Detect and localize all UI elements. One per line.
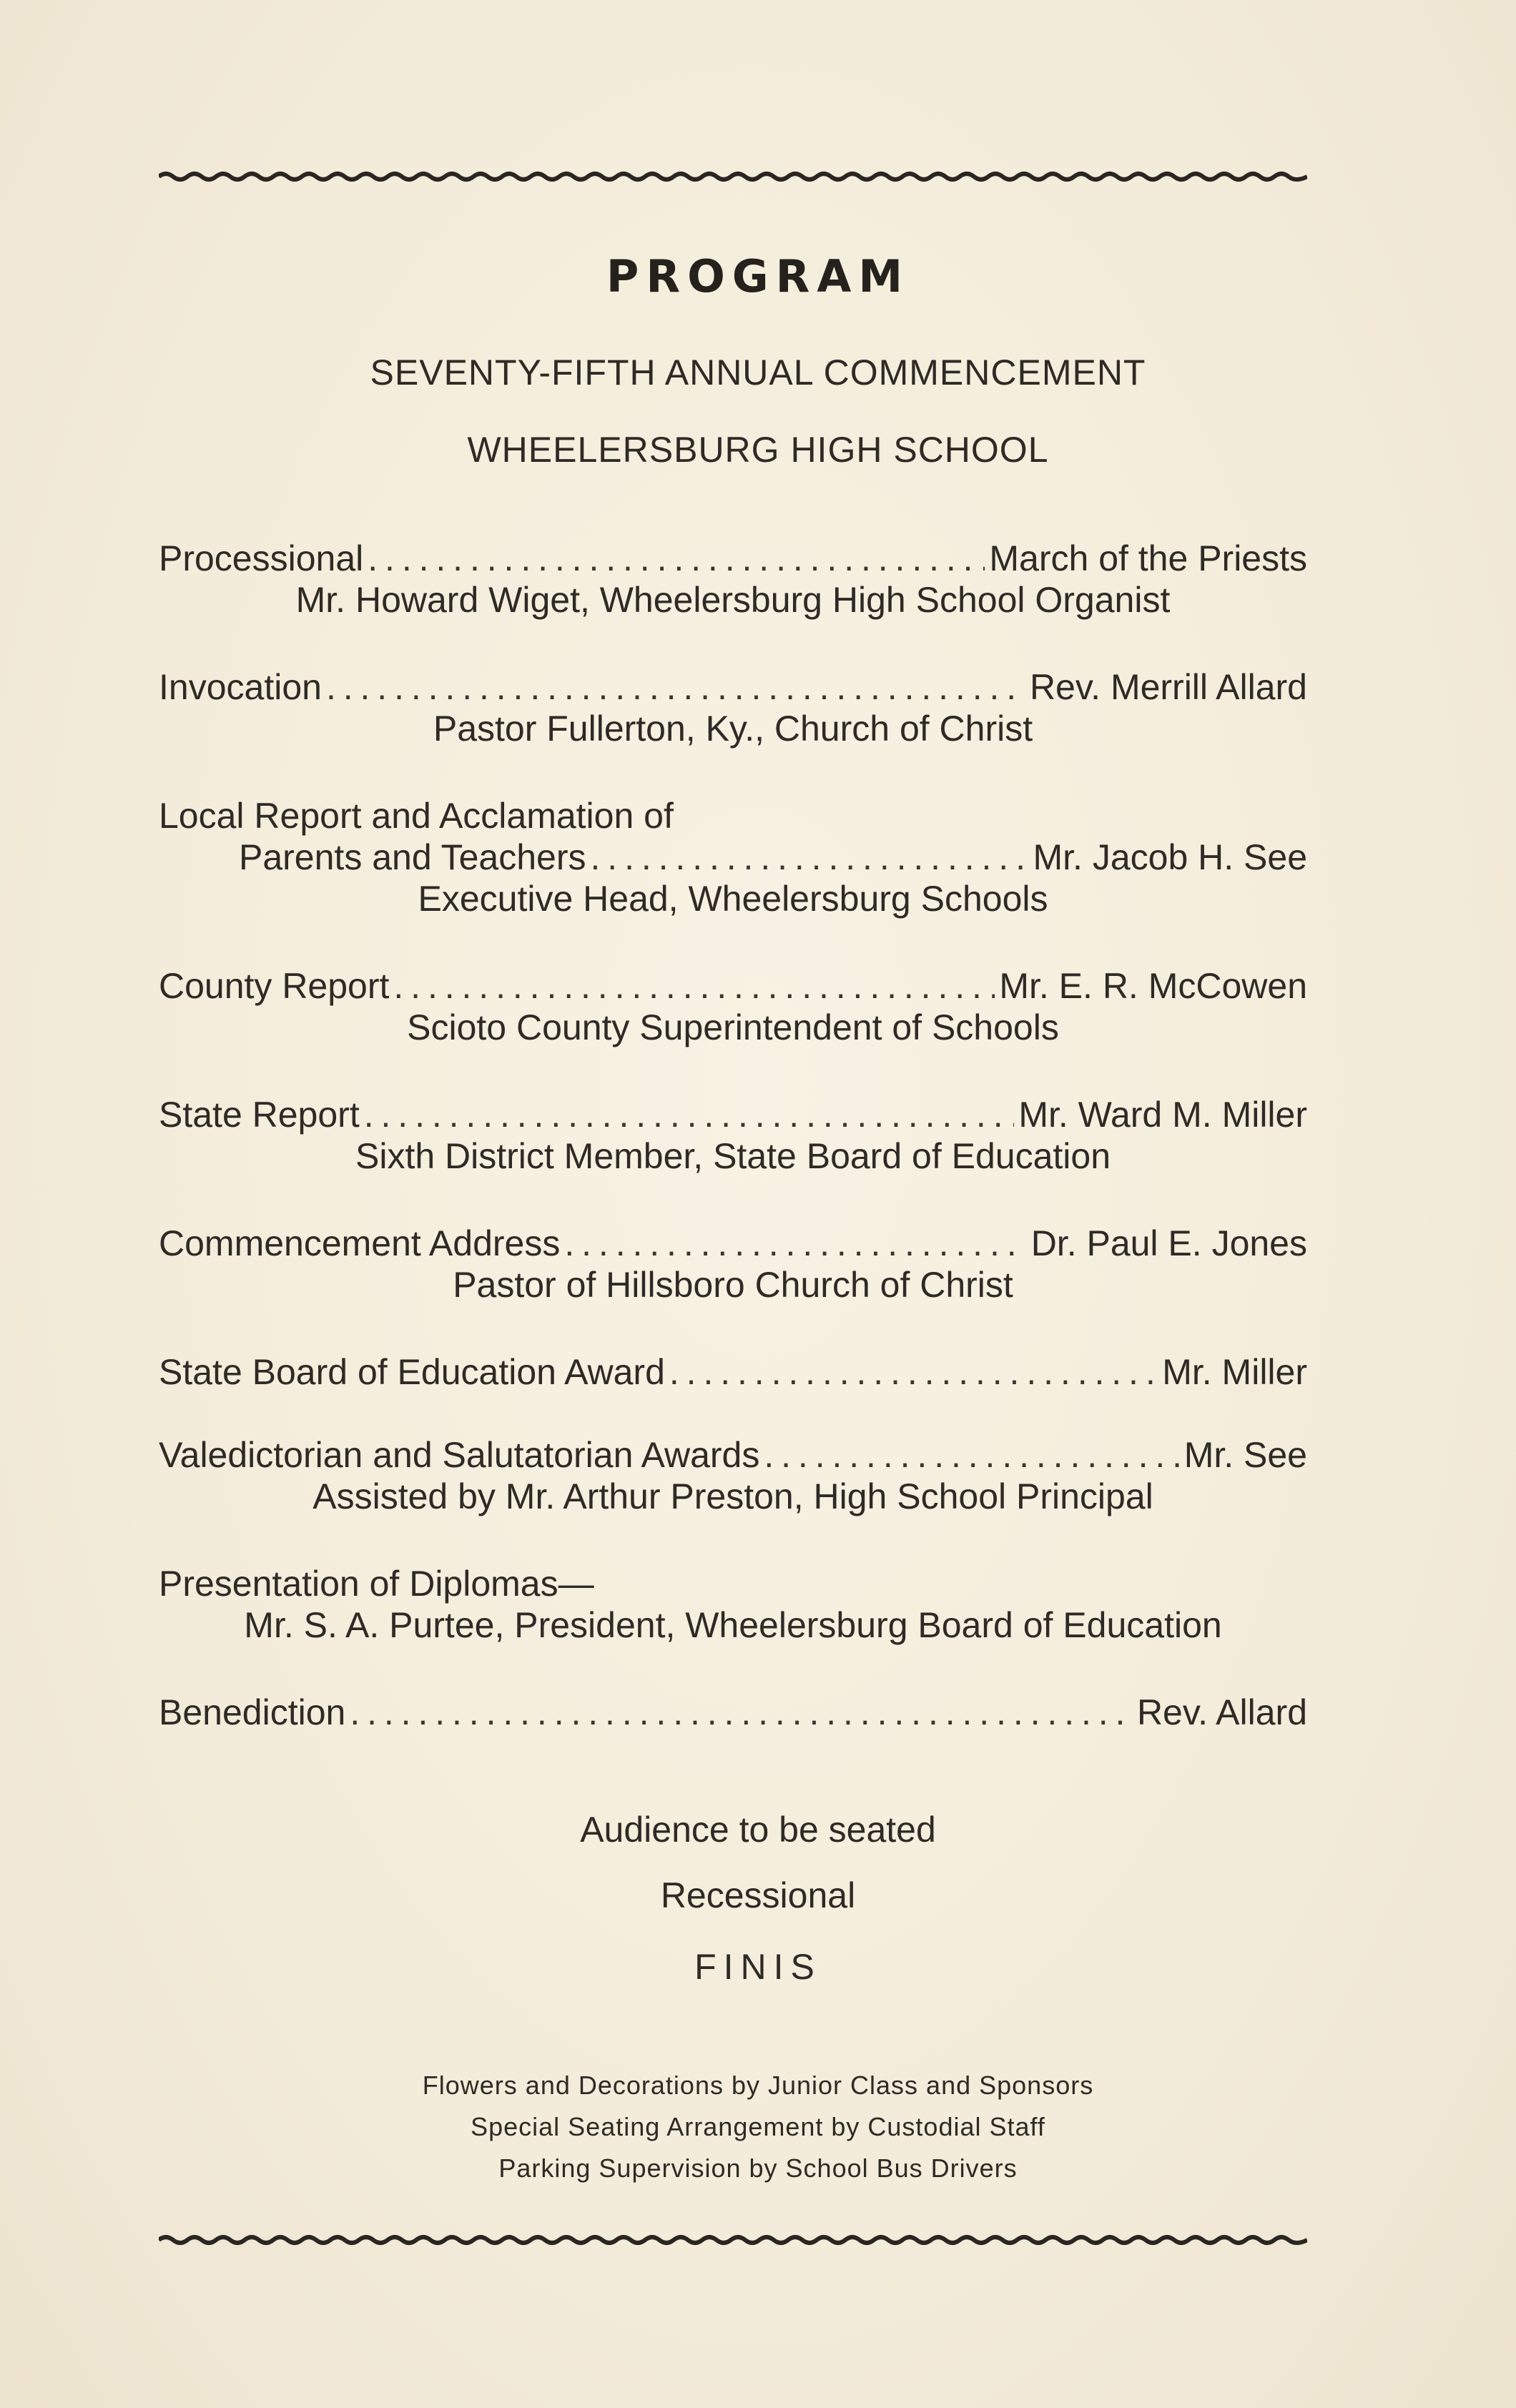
dot-leader <box>764 1434 1179 1476</box>
credit-line: Flowers and Decorations by Junior Class and Sponsors <box>422 2071 1094 2100</box>
dot-leader <box>591 837 1029 878</box>
recessional-text: Recessional <box>660 1875 856 1915</box>
program-item-state-board-award <box>159 1351 1307 1393</box>
item-label: Presentation of Diplomas— <box>159 1564 594 1604</box>
program-list <box>159 538 1307 1779</box>
item-detail: Executive Head, Wheelersburg Schools <box>418 879 1048 919</box>
item-label: State Board of Education Award <box>159 1352 665 1392</box>
credit-line: Parking Supervision by School Bus Drivers <box>498 2153 1018 2183</box>
item-label: Benediction <box>159 1692 346 1732</box>
item-value: Dr. Paul E. Jones <box>1030 1223 1307 1263</box>
dot-leader <box>393 965 995 1007</box>
program-item-valedictorian-awards <box>159 1434 1307 1517</box>
item-label: State Report <box>159 1095 360 1135</box>
page-title: PROGRAM <box>606 250 910 302</box>
item-label: Commencement Address <box>159 1223 561 1263</box>
commencement-heading: SEVENTY-FIFTH ANNUAL COMMENCEMENT <box>370 352 1146 393</box>
dot-leader <box>326 666 1025 708</box>
school-heading: WHEELERSBURG HIGH SCHOOL <box>467 430 1049 470</box>
audience-seated-text: Audience to be seated <box>580 1810 936 1850</box>
dot-leader <box>364 1094 1015 1135</box>
item-label: County Report <box>159 966 390 1006</box>
program-item-county-report <box>159 965 1307 1048</box>
program-item-local-report <box>159 795 1307 919</box>
program-item-commencement-address <box>159 1223 1307 1306</box>
dot-leader <box>564 1223 1026 1264</box>
program-item-benediction <box>159 1692 1307 1733</box>
credits-block <box>0 2065 1516 2189</box>
finis-text: FINIS <box>694 1947 822 1987</box>
program-item-state-report <box>159 1094 1307 1177</box>
item-value: Mr. E. R. McCowen <box>999 966 1307 1006</box>
item-detail: Scioto County Superintendent of Schools <box>407 1007 1059 1047</box>
top-ornamental-rule <box>159 169 1307 184</box>
item-value: Rev. Merrill Allard <box>1029 667 1307 707</box>
item-label: Local Report and Acclamation of <box>159 796 674 836</box>
dot-leader <box>368 538 985 579</box>
item-detail: Mr. Howard Wiget, Wheelersburg High School Organist <box>295 580 1171 620</box>
item-detail: Sixth District Member, State Board of Education <box>355 1136 1111 1176</box>
item-value: March of the Priests <box>989 538 1307 578</box>
item-detail: Pastor of Hillsboro Church of Christ <box>453 1265 1013 1305</box>
item-value: Mr. Miller <box>1162 1352 1307 1392</box>
item-detail: Assisted by Mr. Arthur Preston, High School Principal <box>312 1476 1153 1516</box>
item-label: Processional <box>159 538 364 578</box>
dot-leader <box>350 1692 1133 1733</box>
item-value: Mr. Jacob H. See <box>1033 837 1307 877</box>
item-label-continued: Parents and Teachers <box>239 837 586 877</box>
program-item-invocation <box>159 666 1307 749</box>
item-detail: Pastor Fullerton, Ky., Church of Christ <box>433 709 1033 749</box>
item-detail: Mr. S. A. Purtee, President, Wheelersburg Board of Education <box>244 1605 1222 1645</box>
dot-leader <box>669 1351 1158 1393</box>
item-label: Valedictorian and Salutatorian Awards <box>159 1435 760 1475</box>
item-value: Rev. Allard <box>1136 1692 1307 1732</box>
item-value: Mr. Ward M. Miller <box>1018 1095 1307 1135</box>
item-label: Invocation <box>159 667 322 707</box>
bottom-ornamental-rule <box>159 2232 1307 2248</box>
program-item-diplomas <box>159 1563 1307 1646</box>
credit-line: Special Seating Arrangement by Custodial Staff <box>471 2112 1045 2141</box>
program-item-processional <box>159 538 1307 621</box>
item-value: Mr. See <box>1183 1435 1307 1475</box>
